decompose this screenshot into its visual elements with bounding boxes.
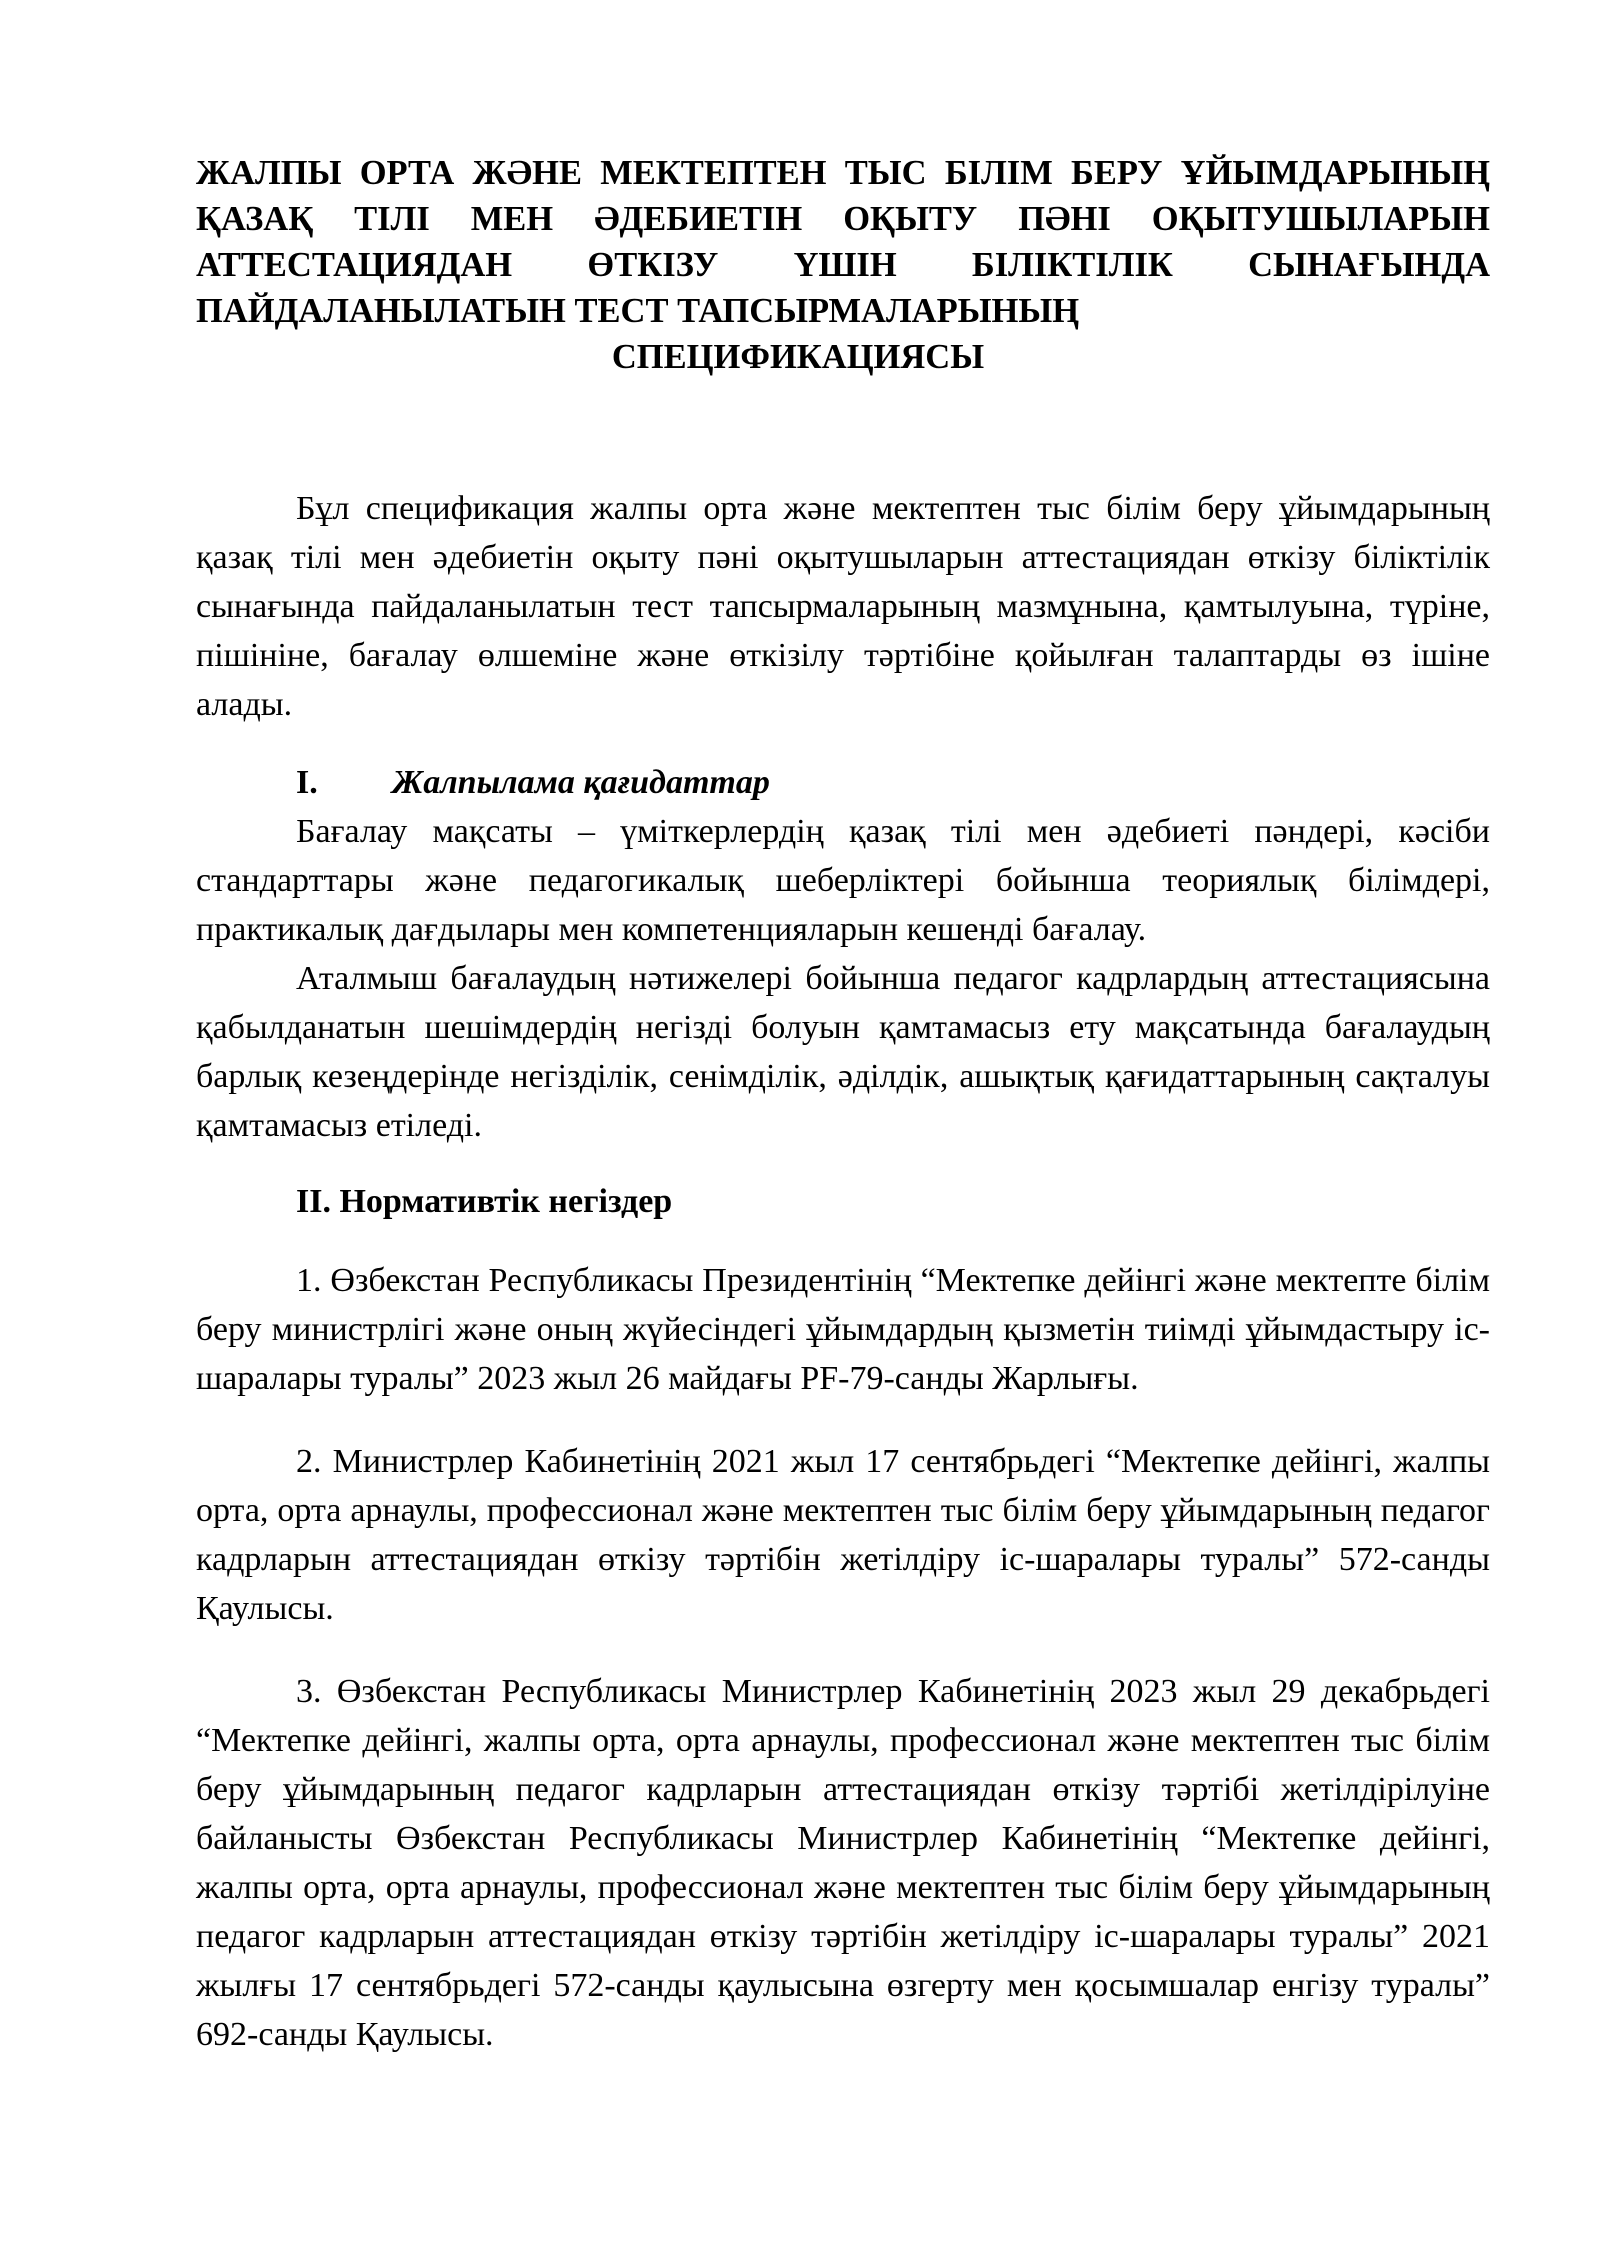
title-last-line: СПЕЦИФИКАЦИЯСЫ	[611, 338, 985, 376]
intro-paragraph: Бұл спецификация жалпы орта және мектептен тыс білім беру ұйымдарының қазақ тілі мен әдебиетін оқыту пәні оқытушыларын аттестациядан өткізу біліктілік сынағында пайдаланылатын тест тапсырмаларының мазмұнына, қамтылуына, түріне, пішініне, бағалау өлшеміне және өткізілу тәртібіне қойылған талаптарды өз ішіне алады.	[196, 490, 1490, 723]
section-1-paragraph-1: Бағалау мақсаты – үміткерлердің қазақ тілі мен әдебиеті пәндері, кәсіби стандарттары және педагогикалық шеберліктері бойынша теориялық білімдері, практикалық дағдылары мен компетенцияларын кешенді бағалау.	[196, 813, 1490, 948]
document-body	[196, 150, 1490, 2059]
normative-item-3: 3. Өзбекстан Республикасы Министрлер Кабинетінің 2023 жыл 29 декабрьдегі “Мектепке дейінгі, жалпы орта, орта арнаулы, профессионал және мектептен тыс білім беру ұйымдарының педагог кадрларын аттестациядан өткізу тәртібі жетілдірілуіне байланысты Өзбекстан Республикасы Министрлер Кабинетінің “Мектепке дейінгі, жалпы орта, орта арнаулы, профессионал және мектептен тыс білім беру ұйымдарының педагог кадрларын аттестациядан өткізу тәртібін жетілдіру іс-шаралары туралы” 2021 жылғы 17 сентябрьдегі 572-санды қаулысына өзгерту мен қосымшалар енгізу туралы” 692-санды Қаулысы.	[196, 1673, 1490, 2053]
section-2-heading: II. Нормативтік негіздер	[296, 1183, 673, 1220]
section-1-number: I.	[296, 764, 318, 801]
document-title	[196, 150, 1490, 380]
title-main: ЖАЛПЫ ОРТА ЖӘНЕ МЕКТЕПТЕН ТЫС БІЛІМ БЕРУ ҰЙЫМДАРЫНЫҢ ҚАЗАҚ ТІЛІ МЕН ӘДЕБИЕТІН ОҚЫТУ ПӘНІ ОҚЫТУШЫЛАРЫН АТТЕСТАЦИЯДАН ӨТКІЗУ ҮШІН БІЛІКТІЛІК СЫНАҒЫНДА ПАЙДАЛАНЫЛАТЫН ТЕСТ ТАПСЫРМАЛАРЫНЫҢ	[196, 154, 1490, 330]
section-1-title: Жалпылама қағидаттар	[392, 764, 770, 801]
section-1-paragraph-2: Аталмыш бағалаудың нәтижелері бойынша педагог кадрлардың аттестациясына қабылданатын шешімдердің негізді болуын қамтамасыз ету мақсатында бағалаудың барлық кезеңдерінде негізділік, сенімділік, әділдік, ашықтық қағидаттарының сақталуы қамтамасыз етіледі.	[196, 960, 1490, 1144]
normative-item-2: 2. Министрлер Кабинетінің 2021 жыл 17 сентябрьдегі “Мектепке дейінгі, жалпы орта, орта арнаулы, профессионал және мектептен тыс білім беру ұйымдарының педагог кадрларын аттестациядан өткізу тәртібін жетілдіру іс-шаралары туралы” 572-санды Қаулысы.	[196, 1443, 1490, 1627]
section-1-heading	[196, 758, 1490, 807]
normative-item-1: 1. Өзбекстан Республикасы Президентінің “Мектепке дейінгі және мектепте білім беру министрлігі және оның жүйесіндегі ұйымдардың қызметін тиімді ұйымдастыру іс-шаралары туралы” 2023 жыл 26 майдағы PF-79-санды Жарлығы.	[196, 1262, 1490, 1397]
